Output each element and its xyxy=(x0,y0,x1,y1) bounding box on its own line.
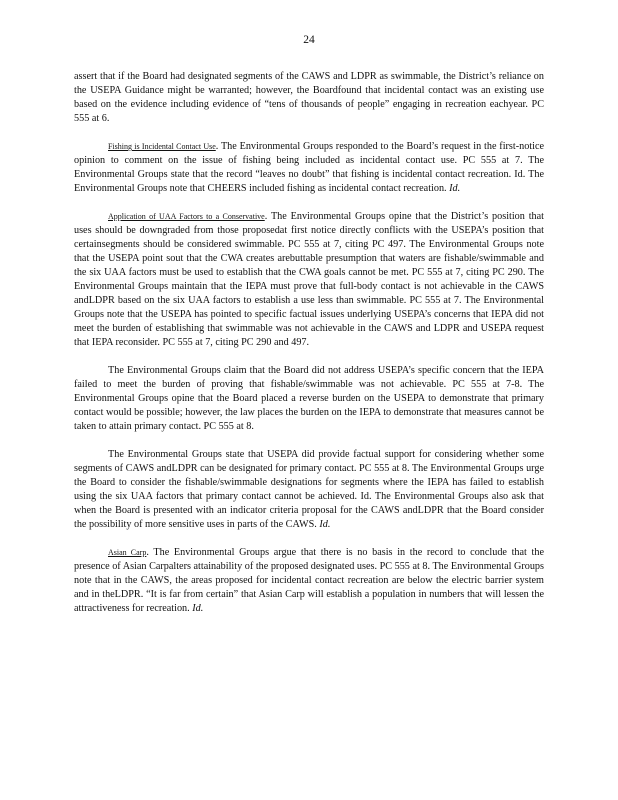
paragraph-continuation xyxy=(74,70,544,126)
paragraph-text: . The Environmental Groups opine that the District’s position that uses should be downgraded from those proposedat first notice directly conflicts with the USEPA’s position that certainsegments should be considered swimmable. PC 555 at 7, citing PC 497. The Environmental Groups note that the USEPA point sout that the CWA creates arebuttable presumption that waters are fishable/swimmable and the six UAA factors must be used to establish that the CWA goals cannot be met. PC 555 at 7, citing PC 290. The Environmental Groups maintain that the IEPA must prove that full-body contact is not achievable in the CAWS andLDPR based on the six UAA factors to establish a use less than swimmable. PC 555 at 7. The Environmental Groups note that the USEPA has pointed to specific factual issues underlying USEPA’s concerns that IEPA did not meet the burden of establishing that swimmable was not achievable in the CAWS and LDPR and USEPA request that IEPA reconsider. PC 555 at 7, citing PC 290 and 497. xyxy=(74,211,545,348)
paragraph-text: assert that if the Board had designated segments of the CAWS and LDPR as swimmable, the District’s reliance on the USEPA Guidance might be warranted; however, the Boardfound that incidental contact was an existing use based on the evidence including evidence of “tens of thousands of people” engaging in recreation eachyear. PC 555 at 6. xyxy=(74,71,544,124)
paragraph-text: The Environmental Groups state that USEPA did provide factual support for considering whether some segments of CAWS andLDPR can be designated for primary contact. PC 555 at 8. The Environmental Groups urge the Board to consider the fishable/swimmable designations for segments where the IEPA has failed to establish using the six UAA factors that primary contact cannot be achieved. Id. The Environmental Groups also ask that when the Board is presented with an indicator criteria proposal for the CAWS andLDPR that the Board consider the possibility of more sensitive uses in parts of the CAWS. xyxy=(74,449,544,530)
paragraph-text: . The Environmental Groups argue that there is no basis in the record to conclude that the presence of Asian Carpalters attainability of the proposed designated uses. PC 555 at 8. The Environmental Groups note that in the CAWS, the areas proposed for incidental contact recreation are below the electric barrier system and in theLDPR. “It is far from certain” that Asian Carp will establish a population in numbers that will lessen the attractiveness for recreation. xyxy=(74,547,544,614)
paragraph-uaa-factors xyxy=(74,210,544,350)
section-heading: Application of UAA Factors to a Conservative xyxy=(108,212,265,221)
body-text xyxy=(74,70,544,630)
paragraph-factual-support xyxy=(74,448,544,532)
citation-id: Id. xyxy=(319,519,331,530)
paragraph-text: . The Environmental Groups responded to the Board’s request in the first-notice opinion to comment on the issue of fishing being included as incidental contact use. PC 555 at 7. The Environmental Groups state that the record “leaves no doubt” that fishing is incidental contact recreation. Id. The Environmental Groups note that CHEERS included fishing as incidental contact recreation. xyxy=(74,141,544,194)
section-heading: Fishing is Incidental Contact Use xyxy=(108,142,216,151)
paragraph-burden xyxy=(74,364,544,434)
paragraph-fishing xyxy=(74,140,544,196)
paragraph-text: The Environmental Groups claim that the Board did not address USEPA’s specific concern that the IEPA failed to meet the burden of proving that fishable/swimmable was not achievable. PC 555 at 7-8. The Environmental Groups opine that the Board placed a reverse burden on the USEPA to demonstrate that primary contact would be possible; however, the law places the burden on the IEPA to demonstrate that measures cannot be taken to attain primary contact. PC 555 at 8. xyxy=(74,365,544,432)
page-number: 24 xyxy=(303,34,315,46)
paragraph-asian-carp xyxy=(74,546,544,616)
section-heading: Asian Carp xyxy=(108,548,147,557)
citation-id: Id. xyxy=(192,603,204,614)
citation-id: Id. xyxy=(449,183,461,194)
